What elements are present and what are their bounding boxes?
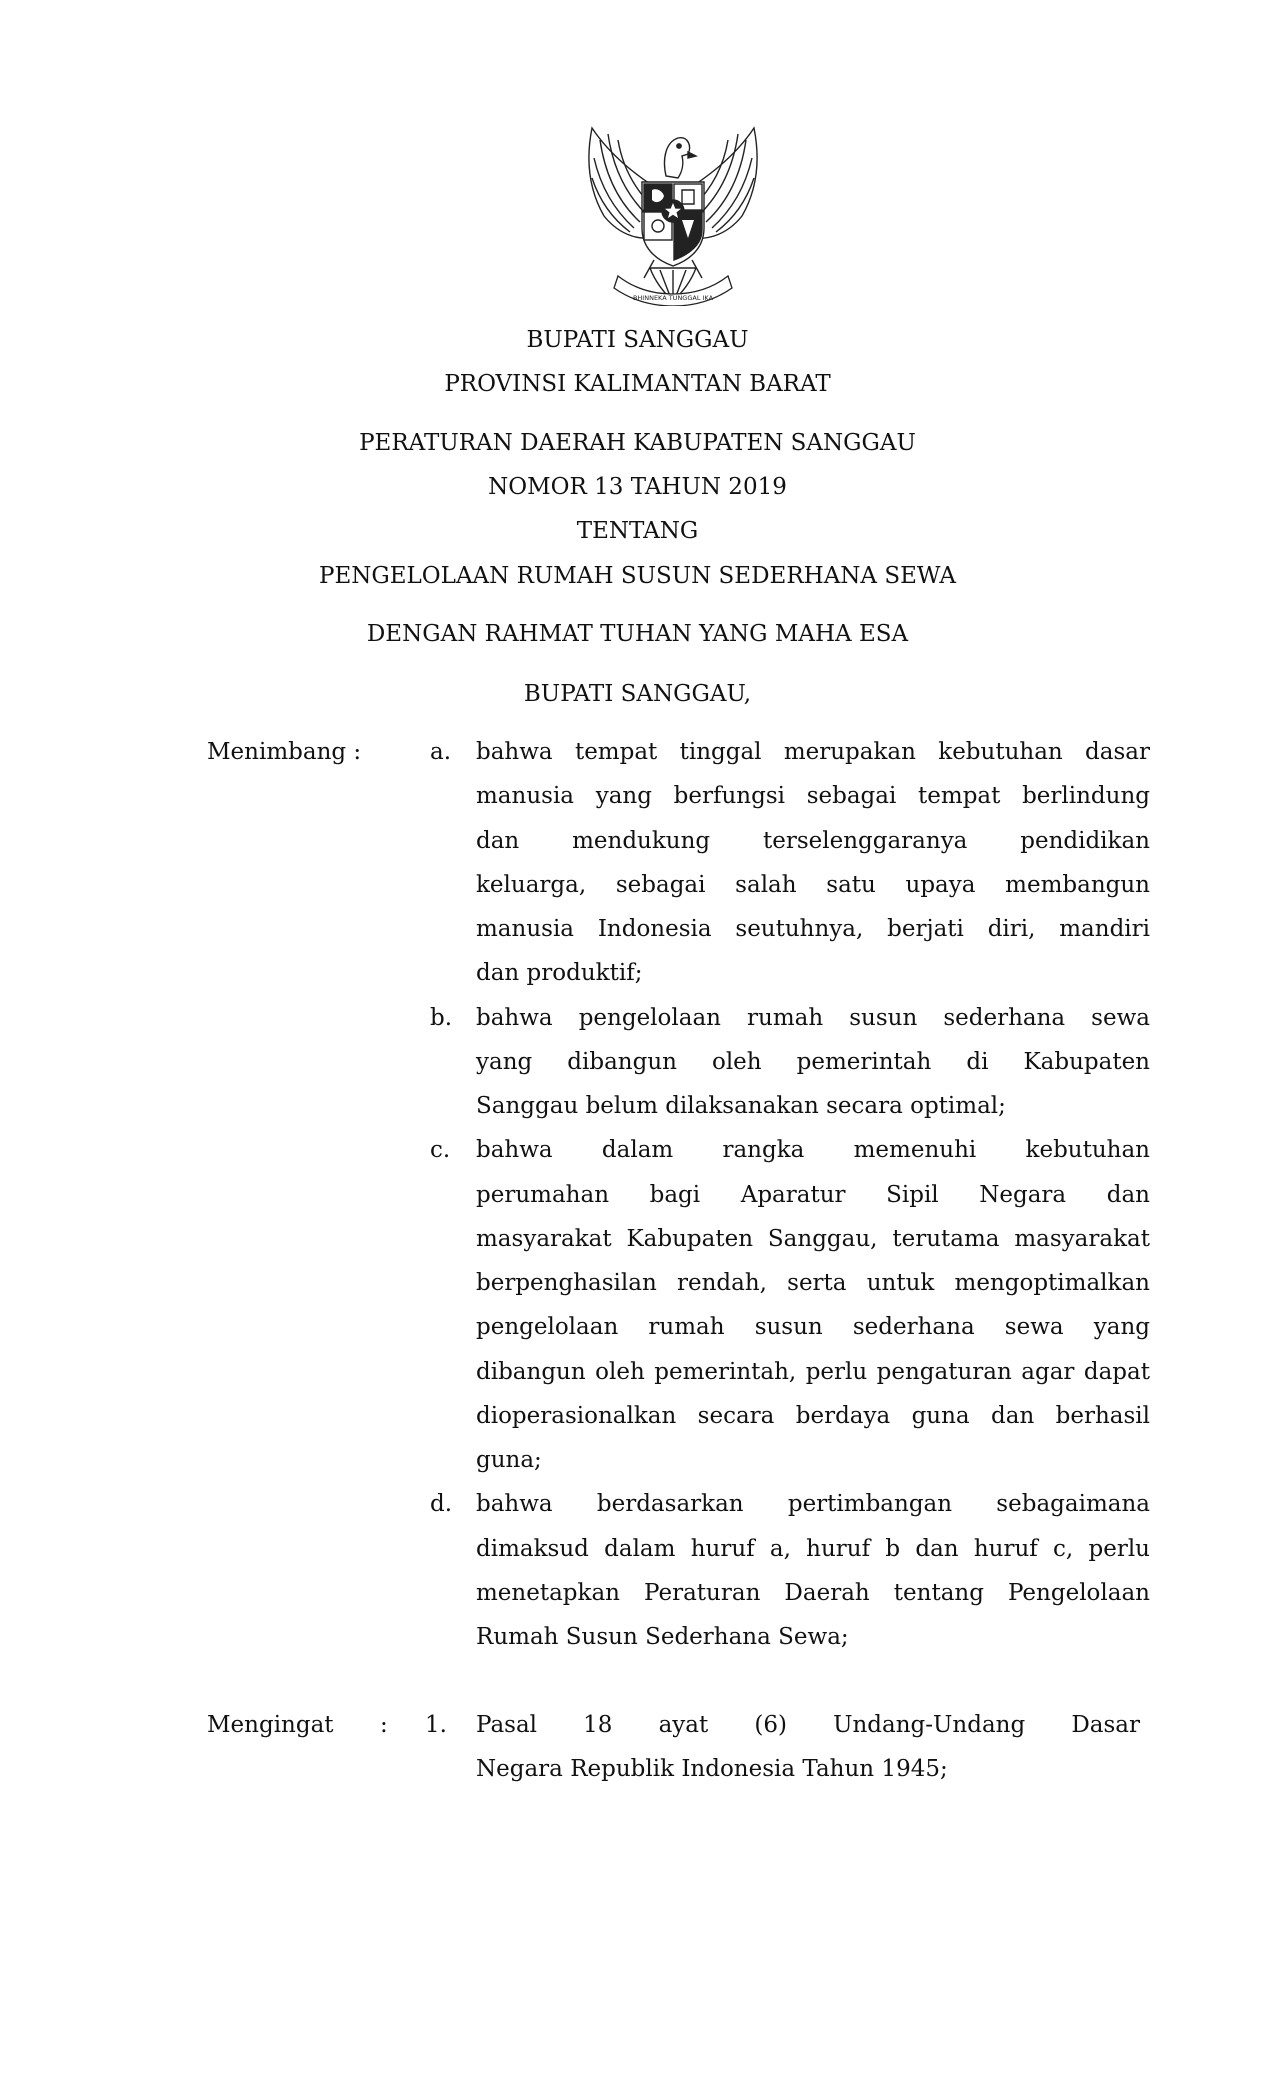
invocation: DENGAN RAHMAT TUHAN YANG MAHA ESA	[366, 621, 909, 647]
menimbang-item-a-line: bahwa tempat tinggal merupakan kebutuhan dasar	[476, 739, 1150, 765]
regulation-subject: PENGELOLAAN RUMAH SUSUN SEDERHANA SEWA	[318, 563, 956, 589]
menimbang-item-d-line: menetapkan Peraturan Daerah tentang Pengelolaan	[476, 1580, 1150, 1606]
menimbang-item-a-line: dan mendukung terselenggaranya pendidikan	[476, 828, 1150, 854]
garuda-pancasila-emblem-icon	[570, 118, 776, 306]
menimbang-label: Menimbang :	[207, 739, 362, 765]
mengingat-item-1-line: Pasal 18 ayat (6) Undang-Undang Dasar	[476, 1712, 1140, 1738]
menimbang-item-b-marker: b.	[430, 1005, 453, 1031]
menimbang-item-c-line: perumahan bagi Aparatur Sipil Negara dan	[476, 1182, 1150, 1208]
menimbang-item-c-line: guna;	[476, 1447, 542, 1473]
mengingat-colon: :	[380, 1712, 388, 1738]
menimbang-item-b-line: bahwa pengelolaan rumah susun sederhana sewa	[476, 1005, 1150, 1031]
menimbang-item-a-line: manusia Indonesia seutuhnya, berjati diri, mandiri	[476, 916, 1150, 942]
menimbang-item-d-line: bahwa berdasarkan pertimbangan sebagaimana	[476, 1491, 1150, 1517]
menimbang-item-c-line: berpenghasilan rendah, serta untuk mengoptimalkan	[476, 1270, 1150, 1296]
regulation-type: PERATURAN DAERAH KABUPATEN SANGGAU	[359, 430, 916, 456]
menimbang-item-a-line: dan produktif;	[476, 960, 643, 986]
menimbang-item-c-line: dioperasionalkan secara berdaya guna dan berhasil	[476, 1403, 1150, 1429]
menimbang-item-b-line: yang dibangun oleh pemerintah di Kabupaten	[476, 1049, 1150, 1075]
regulation-number: NOMOR 13 TAHUN 2019	[488, 474, 787, 500]
menimbang-item-c-line: pengelolaan rumah susun sederhana sewa yang	[476, 1314, 1150, 1340]
menimbang-item-d-line: Rumah Susun Sederhana Sewa;	[476, 1624, 849, 1650]
menimbang-item-c-line: bahwa dalam rangka memenuhi kebutuhan	[476, 1137, 1150, 1163]
header-province: PROVINSI KALIMANTAN BARAT	[444, 371, 831, 397]
regulation-about: TENTANG	[576, 518, 699, 544]
menimbang-item-a-marker: a.	[430, 739, 452, 765]
menimbang-item-b-line: Sanggau belum dilaksanakan secara optimal;	[476, 1093, 1006, 1119]
menimbang-item-a-line: keluarga, sebagai salah satu upaya membangun	[476, 872, 1150, 898]
emblem-motto: BHINNEKA TUNGGAL IKA	[632, 294, 714, 302]
mengingat-label: Mengingat	[207, 1712, 334, 1738]
mengingat-item-1-line: Negara Republik Indonesia Tahun 1945;	[476, 1756, 948, 1782]
menimbang-item-c-line: masyarakat Kabupaten Sanggau, terutama masyarakat	[476, 1226, 1150, 1252]
menimbang-item-d-line: dimaksud dalam huruf a, huruf b dan huruf c, perlu	[476, 1536, 1150, 1562]
menimbang-item-a-line: manusia yang berfungsi sebagai tempat berlindung	[476, 783, 1150, 809]
mengingat-item-1-marker: 1.	[425, 1712, 447, 1738]
menimbang-item-c-line: dibangun oleh pemerintah, perlu pengaturan agar dapat	[476, 1359, 1150, 1385]
menimbang-item-d-marker: d.	[430, 1491, 453, 1517]
enactor: BUPATI SANGGAU,	[523, 681, 752, 707]
header-title: BUPATI SANGGAU	[526, 327, 749, 353]
menimbang-item-c-marker: c.	[430, 1137, 451, 1163]
